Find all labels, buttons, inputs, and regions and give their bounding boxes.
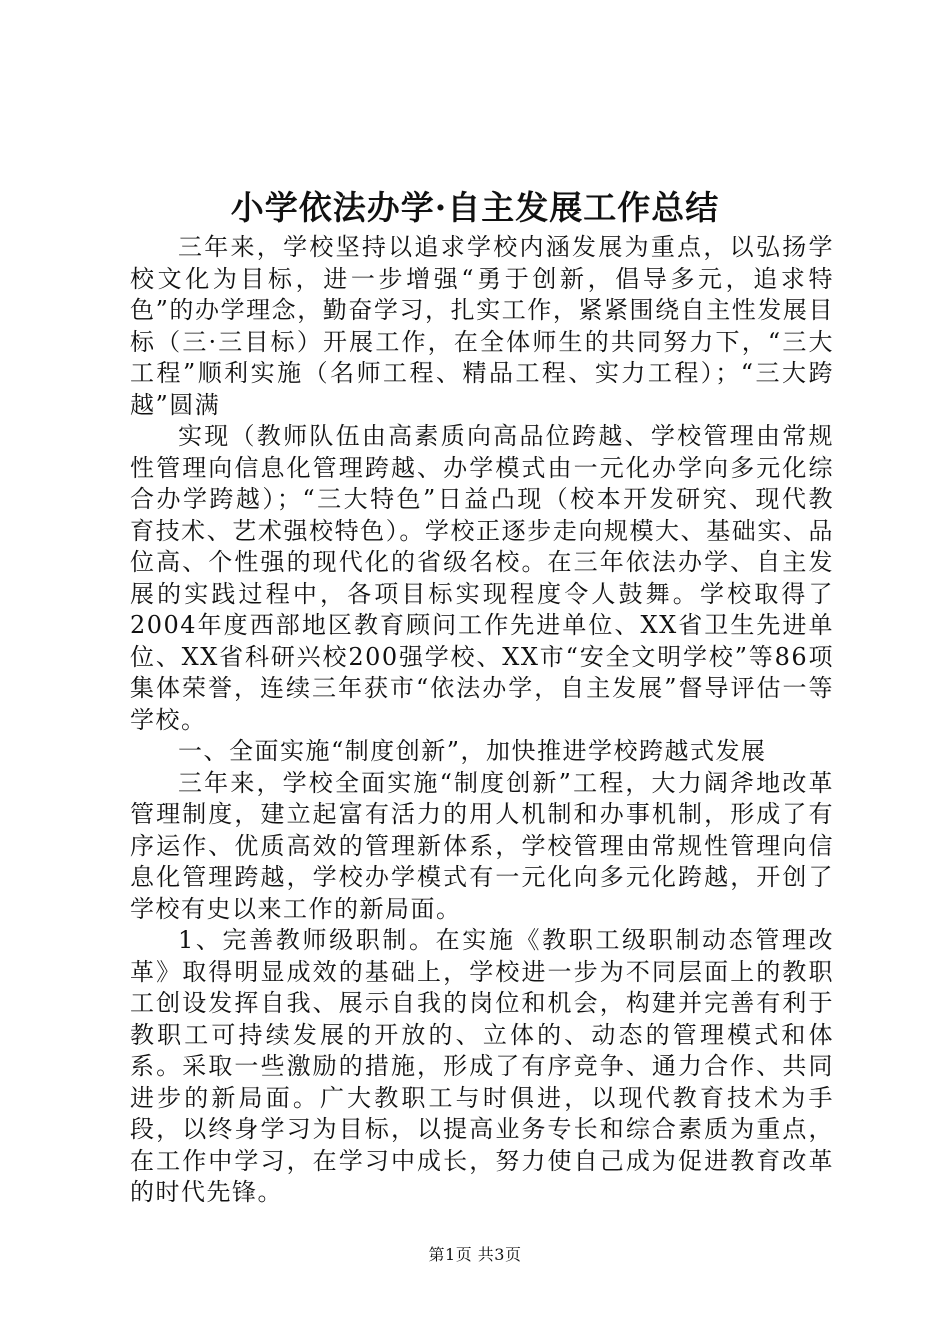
paragraph-institutional-innovation: 三年来，学校全面实施“制度创新”工程，大力阔斧地改革管理制度，建立起富有活力的用人机制和办事机制，形成了有序运作、优质高效的管理新体系，学校管理由常规性管理向信息化管理跨越，学校办学模式有一元化向多元化跨越，开创了学校有史以来工作的新局面。 (130, 768, 834, 923)
paragraph-intro: 三年来，学校坚持以追求学校内涵发展为重点，以弘扬学校文化为目标，进一步增强“勇于创新，倡导多元，追求特色”的办学理念，勤奋学习，扎实工作，紧紧围绕自主性发展目标（三·三目标）开展工作，在全体师生的共同努力下，“三大工程”顺利实施（名师工程、精品工程、实力工程）；“三大跨越”圆满 (130, 233, 834, 419)
paragraph-achievements: 实现（教师队伍由高素质向高品位跨越、学校管理由常规性管理向信息化管理跨越、办学模式由一元化办学向多元化综合办学跨越）；“三大特色”日益凸现（校本开发研究、现代教育技术、艺术强校特色）。学校正逐步走向规模大、基础实、品位高、个性强的现代化的省级名校。在三年依法办学、自主发展的实践过程中，各项目标实现程度令人鼓舞。学校取得了2004年度西部地区教育顾问工作先进单位、XX省卫生先进单位、XX省科研兴校200强学校、XX市“安全文明学校”等86项集体荣誉，连续三年获市“依法办学，自主发展”督导评估一等学校。 (130, 422, 834, 734)
page-footer: 第1页 共3页 (428, 1245, 522, 1264)
document-title: 小学依法办学·自主发展工作总结 (230, 188, 720, 227)
paragraph-teacher-rank-system: 1、完善教师级职制。在实施《教职工级职制动态管理改革》取得明显成效的基础上，学校进一步为不同层面上的教职工创设发挥自我、展示自我的岗位和机会，构建并完善有利于教职工可持续发展的开放的、立体的、动态的管理模式和体系。采取一些激励的措施，形成了有序竞争、通力合作、共同进步的新局面。广大教职工与时俱进，以现代教育技术为手段，以终身学习为目标，以提高业务专长和综合素质为重点，在工作中学习，在学习中成长，努力使自己成为促进教育改革的时代先锋。 (130, 926, 834, 1206)
section-heading-1: 一、全面实施“制度创新”，加快推进学校跨越式发展 (178, 737, 767, 765)
document-body (130, 232, 834, 1209)
